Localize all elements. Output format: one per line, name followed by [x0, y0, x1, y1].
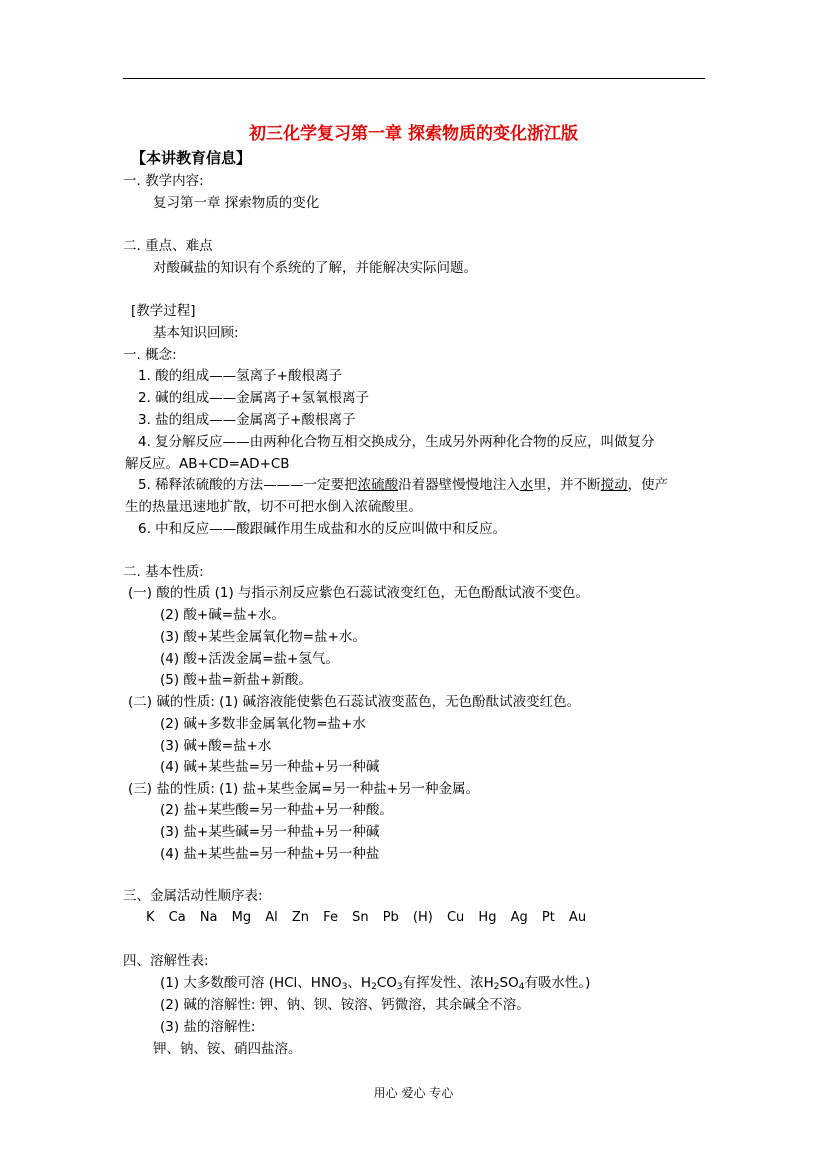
- base-property: (二) 碱的性质: (1) 碱溶液能使紫色石蕊试液变蓝色，无色酚酞试液变红色。: [128, 694, 581, 710]
- underlined-term: 水: [519, 477, 534, 493]
- base-property: (4) 碱+某些盐=另一种盐+另一种碱: [160, 759, 380, 775]
- solubility-item: (2) 碱的溶解性: 钾、钠、钡、铵溶、钙微溶，其余碱全不溶。: [160, 997, 530, 1013]
- subscript: 3: [396, 982, 403, 992]
- acid-property: (3) 酸+某些金属氧化物=盐+水。: [160, 629, 366, 645]
- header-rule: [123, 78, 705, 79]
- section-header: 【本讲教育信息】: [131, 149, 252, 167]
- properties-heading: 二. 基本性质:: [123, 564, 204, 580]
- solubility-text: SO: [499, 975, 519, 991]
- acid-property: (4) 酸+活泼金属=盐+氢气。: [160, 651, 339, 667]
- base-property: (3) 碱+酸=盐+水: [160, 738, 272, 754]
- key-points-heading: 二. 重点、难点: [123, 238, 213, 254]
- solubility-text: 、H: [347, 975, 372, 991]
- base-property: (2) 碱+多数非金属氧化物=盐+水: [160, 716, 366, 732]
- review-heading: 基本知识回顾:: [153, 325, 239, 341]
- subscript: 2: [371, 982, 377, 992]
- page-footer: 用心 爱心 专心: [373, 1086, 454, 1100]
- concept-item-continuation: 生的热量迅速地扩散，切不可把水倒入浓硫酸里。: [125, 499, 422, 515]
- salt-property: (3) 盐+某些碱=另一种盐+另一种碱: [160, 824, 380, 840]
- solubility-text: (1) 大多数酸可溶 (HCl、HNO: [160, 975, 342, 991]
- concept-item: 3. 盐的组成——金属离子+酸根离子: [138, 412, 356, 428]
- salt-property: (2) 盐+某些酸=另一种盐+另一种酸。: [160, 802, 393, 818]
- concept-item-continuation: 解反应。AB+CD=AD+CB: [125, 456, 290, 472]
- solubility-text: 有吸水性。): [524, 975, 591, 991]
- underlined-term: 浓硫酸: [357, 477, 399, 493]
- concept-item: 2. 碱的组成——金属离子+氢氧根离子: [138, 390, 369, 406]
- concept-item: 1. 酸的组成——氢离子+酸根离子: [138, 368, 342, 384]
- subscript: 4: [518, 982, 525, 992]
- activity-series: K Ca Na Mg Al Zn Fe Sn Pb (H) Cu Hg Ag Pt Au: [146, 910, 587, 925]
- key-points: 对酸碱盐的知识有个系统的了解，并能解决实际问题。: [153, 260, 477, 276]
- concept-item: 6. 中和反应——酸跟碱作用生成盐和水的反应叫做中和反应。: [138, 521, 507, 537]
- solubility-heading: 四、溶解性表:: [123, 953, 209, 969]
- document-title: 初三化学复习第一章 探索物质的变化浙江版: [249, 124, 578, 144]
- acid-property: (5) 酸+盐=新盐+新酸。: [160, 672, 312, 688]
- subscript: 2: [493, 982, 500, 992]
- solubility-item: (3) 盐的溶解性:: [160, 1019, 256, 1035]
- concept-item: [138, 476, 668, 494]
- activity-heading: 三、金属活动性顺序表:: [123, 888, 263, 904]
- concept-text: 里，并不断: [533, 477, 601, 493]
- concepts-heading: 一. 概念:: [123, 347, 177, 363]
- salt-property: (4) 盐+某些盐=另一种盐+另一种盐: [160, 846, 380, 862]
- concept-text: ，使产: [627, 477, 669, 493]
- concept-text: 沿着器壁慢慢地注入: [398, 477, 520, 493]
- subscript: 3: [341, 982, 348, 992]
- teaching-content: 复习第一章 探索物质的变化: [153, 195, 320, 211]
- acid-property: (2) 酸+碱=盐+水。: [160, 607, 285, 623]
- process-heading: [教学过程]: [131, 303, 196, 319]
- solubility-item: [160, 974, 590, 992]
- solubility-text: CO: [376, 975, 397, 991]
- solubility-text: 有挥发性、浓H: [402, 975, 494, 991]
- underlined-term: 搅动: [600, 477, 628, 493]
- concept-item: 4. 复分解反应——由两种化合物互相交换成分，生成另外两种化合物的反应，叫做复分: [138, 434, 655, 450]
- teaching-content-heading: 一. 教学内容:: [123, 173, 204, 189]
- salt-property: (三) 盐的性质: (1) 盐+某些金属=另一种盐+另一种金属。: [128, 781, 480, 797]
- solubility-detail: 钾、钠、铵、硝四盐溶。: [153, 1041, 302, 1057]
- concept-text: 5. 稀释浓硫酸的方法———一定要把: [138, 477, 358, 493]
- acid-property: (一) 酸的性质 (1) 与指示剂反应紫色石蕊试液变红色，无色酚酞试液不变色。: [128, 585, 590, 601]
